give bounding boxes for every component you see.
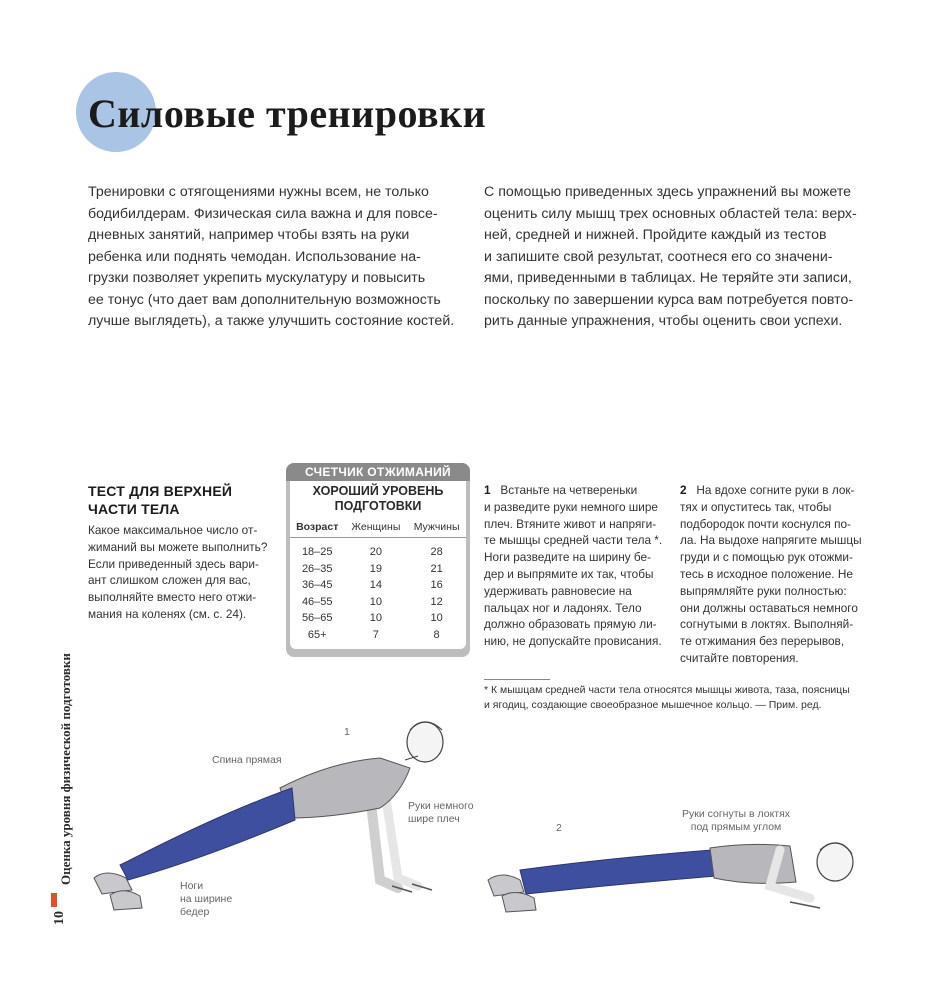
section-text-line: Какое максимальное число от- bbox=[88, 523, 258, 537]
cell-men: 10 bbox=[430, 612, 443, 625]
figure-1-label-legs bbox=[180, 880, 232, 919]
table-subtitle bbox=[290, 481, 466, 514]
intro-right-line: оценить силу мышц трех основных областей тела: верх- bbox=[484, 205, 857, 222]
column-header-age: Возраст bbox=[290, 517, 344, 538]
section-text-line: выполняйте вместо него отжи- bbox=[88, 590, 257, 605]
cell-men: 21 bbox=[430, 562, 443, 575]
cell-age: 18–25 bbox=[301, 546, 333, 559]
table-row bbox=[290, 594, 466, 611]
column-header-men: Мужчины bbox=[407, 517, 466, 538]
figure-1-number: 1 bbox=[344, 726, 350, 738]
intro-left-line: Тренировки с отягощениями нужны всем, не только bbox=[88, 184, 429, 200]
side-accent-bar bbox=[51, 893, 57, 907]
figure-1-label-hands-line: шире плеч bbox=[408, 813, 460, 825]
footnote bbox=[484, 683, 850, 713]
column-header-women: Женщины bbox=[344, 517, 407, 538]
cell-age: 46–55 bbox=[301, 595, 333, 608]
step-2-line: те отжимания без перерывов, bbox=[680, 634, 845, 649]
step-2 bbox=[680, 482, 862, 667]
intro-left-line: грузки позволяет укрепить мускулатуру и повысить bbox=[88, 270, 426, 286]
step-2-line: тях и опуститесь так, чтобы bbox=[680, 499, 832, 514]
table-row bbox=[290, 561, 466, 578]
figure-1-label-hands-line: Руки немного bbox=[408, 800, 474, 812]
intro-right-line: ями, приведенными в таблицах. Не теряйте эти записи, bbox=[484, 270, 852, 286]
step-2-line: согнутыми в локтях. Выполняй- bbox=[680, 617, 854, 632]
step-1-line: дер и выпрямите их так, чтобы bbox=[484, 566, 654, 581]
figure-1-label-back: Спина прямая bbox=[212, 754, 282, 766]
step-2-number: 2 bbox=[680, 483, 687, 497]
step-1-line: те мышцы средней части тела *. bbox=[484, 533, 663, 548]
cell-women: 14 bbox=[369, 579, 382, 592]
cell-women: 10 bbox=[369, 595, 382, 608]
step-1-line: удерживать равновесие на bbox=[484, 583, 632, 598]
intro-left-line: ее тонус (что дает вам дополнительную возможность bbox=[88, 291, 441, 308]
cell-men: 16 bbox=[430, 579, 443, 592]
intro-left-line: дневных занятий, например чтобы взять на руки bbox=[88, 227, 410, 243]
intro-right bbox=[484, 182, 857, 333]
table-row bbox=[290, 577, 466, 594]
footnote-line: * К мышцам средней части тела относятся мышцы живота, таза, поясницы bbox=[484, 684, 850, 696]
pushup-grid bbox=[290, 517, 466, 643]
step-2-line: они должны оставаться немного bbox=[680, 600, 858, 615]
pushup-illustration-2 bbox=[480, 820, 880, 930]
figure-1-label-legs-line: бедер bbox=[180, 906, 210, 918]
cell-men: 12 bbox=[430, 595, 443, 608]
page-title: Силовые тренировки bbox=[88, 91, 487, 136]
step-1-number: 1 bbox=[484, 483, 491, 497]
page-number: 10 bbox=[52, 911, 67, 925]
step-2-line: выпрямляйте руки полностью: bbox=[680, 583, 847, 598]
section-heading-line: ТЕСТ ДЛЯ ВЕРХНЕЙ bbox=[88, 483, 233, 499]
cell-women: 7 bbox=[372, 628, 379, 641]
intro-right-line: ней, средней и нижней. Пройдите каждый из тестов bbox=[484, 227, 827, 243]
step-1-line bbox=[484, 482, 662, 499]
step-1-text: Встаньте на четвереньки bbox=[500, 483, 638, 497]
figure-1-label-legs-line: Ноги bbox=[180, 880, 204, 892]
cell-age: 26–35 bbox=[301, 562, 333, 575]
step-2-line bbox=[680, 482, 862, 499]
step-1-line: плеч. Втяните живот и напряги- bbox=[484, 516, 657, 531]
cell-age: 65+ bbox=[307, 628, 327, 641]
step-1-line: пальцах ног и ладонях. Тело bbox=[484, 600, 642, 615]
intro-left-line: лучше выглядеть), а также улучшить состояние костей. bbox=[88, 313, 455, 329]
step-1-line: Ноги разведите на ширину бе- bbox=[484, 550, 652, 565]
table-body bbox=[290, 481, 466, 649]
intro-left bbox=[88, 182, 454, 333]
step-2-line: подбородок почти коснулся по- bbox=[680, 516, 851, 531]
cell-men: 28 bbox=[430, 546, 443, 559]
step-1-line: должно образовать прямую ли- bbox=[484, 617, 657, 632]
table-row bbox=[290, 538, 466, 561]
section-heading-line: ЧАСТИ ТЕЛА bbox=[88, 501, 180, 517]
footnote-line: и ягодиц, создающие своеобразное мышечное кольцо. — Прим. ред. bbox=[484, 699, 822, 711]
footnote-rule bbox=[484, 679, 550, 680]
step-1-line: и разведите руки немного шире bbox=[484, 499, 658, 514]
step-1-line: нию, не допускайте провисания. bbox=[484, 634, 662, 649]
cell-women: 19 bbox=[369, 562, 382, 575]
step-2-line: груди и с помощью рук отожми- bbox=[680, 550, 853, 565]
table-subtitle-line: ХОРОШИЙ УРОВЕНЬ bbox=[312, 484, 444, 498]
step-2-text: На вдохе согните руки в лок- bbox=[696, 483, 855, 497]
table-header: СЧЕТЧИК ОТЖИМАНИЙ bbox=[286, 463, 470, 481]
section-text-line: Если приведенный здесь вари- bbox=[88, 556, 259, 571]
cell-men: 8 bbox=[433, 628, 440, 641]
chapter-side-label: Оценка уровня физической подготовки bbox=[58, 653, 73, 885]
section-text-line: жиманий вы можете выполнить? bbox=[88, 539, 268, 554]
figure-1-label-legs-line: на ширине bbox=[180, 893, 233, 905]
figure-2-label-arms-line: под прямым углом bbox=[690, 821, 782, 833]
table-row bbox=[290, 627, 466, 644]
section-text-line: ант слишком сложен для вас, bbox=[88, 573, 251, 588]
section-text bbox=[88, 522, 267, 623]
figure-1-label-hands bbox=[408, 800, 474, 826]
step-2-line: тесь в исходное положение. Не bbox=[680, 566, 853, 581]
step-2-line: считайте повторения. bbox=[680, 650, 799, 665]
figure-2-label-arms bbox=[682, 808, 790, 834]
intro-right-line: рить данные упражнения, чтобы оценить свои успехи. bbox=[484, 313, 843, 329]
cell-women: 20 bbox=[369, 546, 382, 559]
step-1 bbox=[484, 482, 662, 650]
cell-women: 10 bbox=[369, 612, 382, 625]
intro-left-line: бодибилдерам. Физическая сила важна и для повсе- bbox=[88, 205, 438, 222]
section-text-line: мания на коленях (см. с. 24). bbox=[88, 606, 247, 621]
cell-age: 36–45 bbox=[301, 579, 333, 592]
section-heading bbox=[88, 482, 232, 518]
figure-2-number: 2 bbox=[556, 822, 562, 834]
pushup-table bbox=[286, 463, 470, 657]
intro-right-line: и запишите свой результат, соотнеся его со значени- bbox=[484, 248, 833, 265]
table-subtitle-line: ПОДГОТОВКИ bbox=[334, 499, 422, 513]
intro-right-line: С помощью приведенных здесь упражнений вы можете bbox=[484, 184, 852, 200]
intro-right-line: поскольку по завершении курса вам потребуется повто- bbox=[484, 291, 854, 308]
cell-age: 56–65 bbox=[301, 612, 333, 625]
intro-left-line: ребенка или поднять чемодан. Использование на- bbox=[88, 248, 421, 265]
figure-2-label-arms-line: Руки согнуты в локтях bbox=[682, 808, 791, 820]
table-row bbox=[290, 610, 466, 627]
step-2-line: ла. На выдохе напрягите мышцы bbox=[680, 533, 862, 548]
